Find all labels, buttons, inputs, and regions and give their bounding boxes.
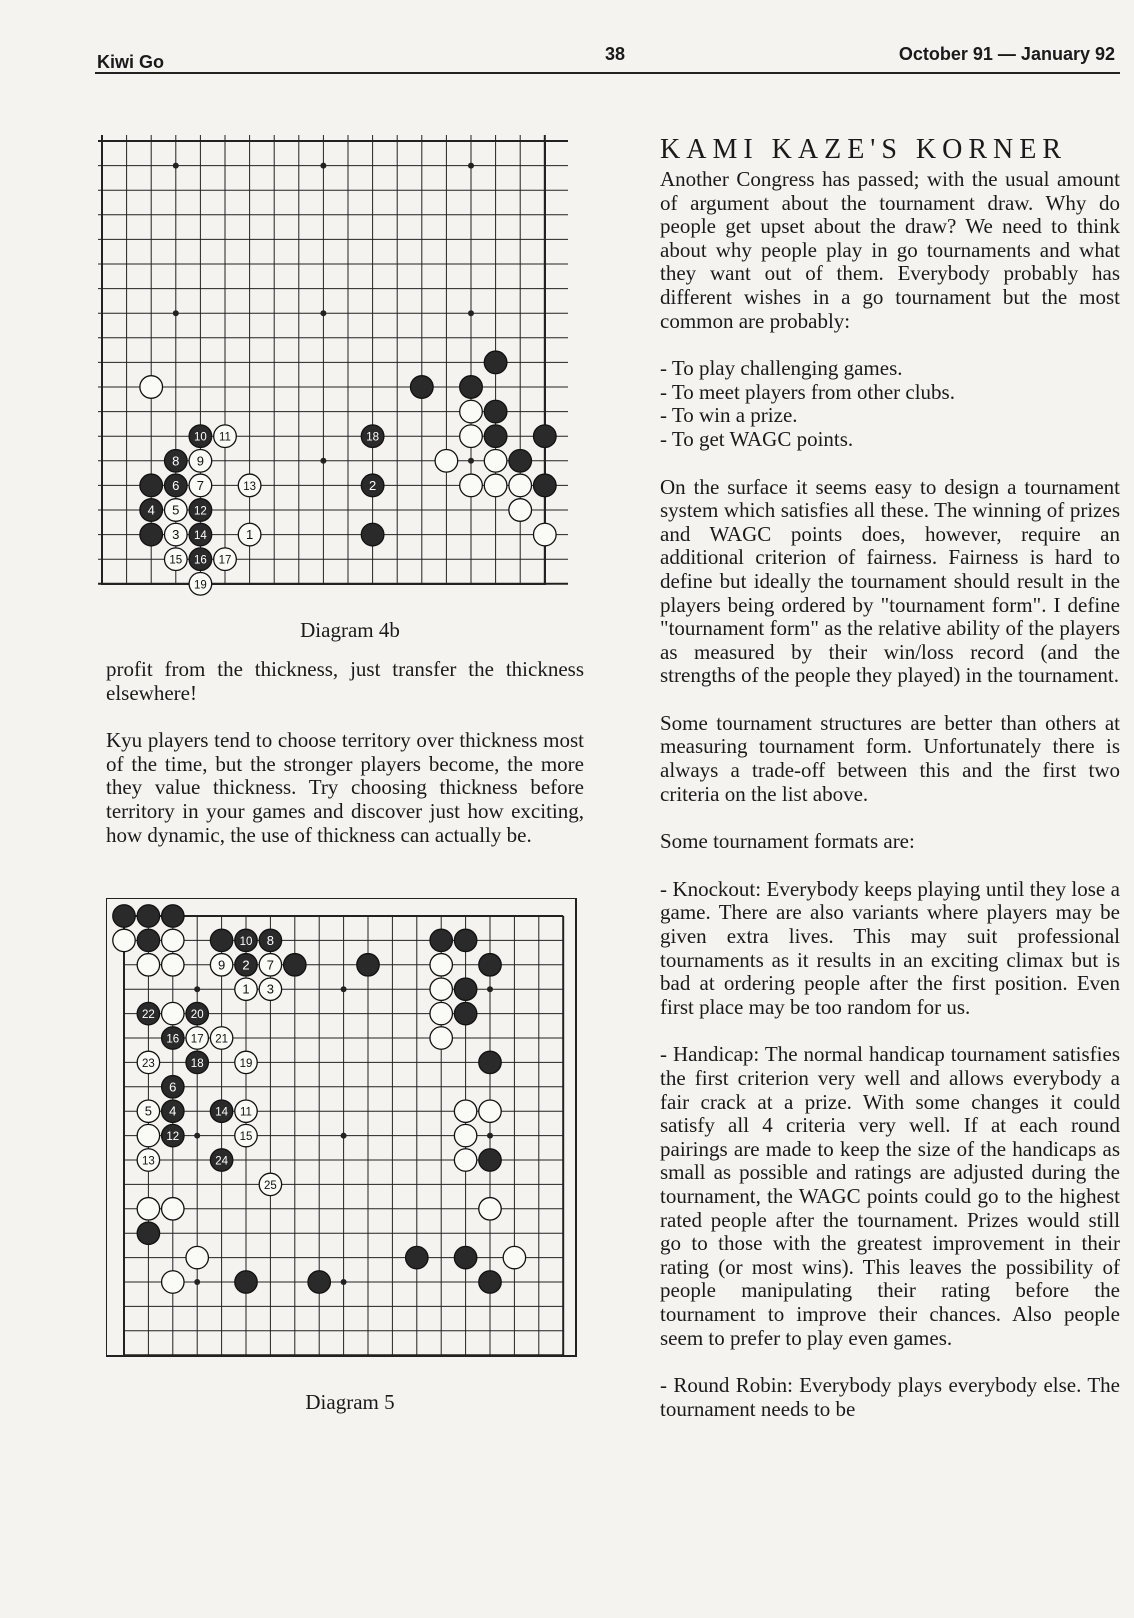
black-stone [533,425,556,448]
black-stone [189,425,212,448]
white-stone [186,1027,208,1049]
star-point [341,986,347,992]
white-stone [162,1002,184,1024]
black-stone [454,929,476,951]
white-stone [430,1027,452,1049]
black-stone [406,1246,428,1268]
black-stone [259,929,281,951]
black-stone [533,474,556,497]
move-number: 21 [215,1033,228,1046]
white-stone [235,1100,257,1122]
paragraph: Another Congress has passed; with the usual amount of argument about the tournament draw. Why do people get upset about the draw? We need to think about why people play in go tournaments and what they want out of them. Everybody probably has different wishes in a go tournament but the most common are probably: [660,167,1120,333]
white-stone [189,572,212,595]
move-number: 2 [242,957,250,973]
black-stone [460,376,483,399]
white-stone [235,1051,257,1073]
white-stone [164,548,187,571]
move-number: 12 [166,1131,180,1144]
white-stone [137,1100,159,1122]
black-stone [479,1149,501,1171]
black-stone [137,1002,159,1024]
black-stone [186,1051,208,1073]
move-number: 1 [242,981,250,997]
move-number: 5 [172,502,180,518]
black-stone [235,929,257,951]
left-column-text [106,658,584,847]
white-stone [137,1051,159,1073]
move-number: 18 [366,431,379,444]
white-stone [430,1002,452,1024]
move-number: 9 [196,453,205,469]
black-stone [235,954,257,976]
white-stone [137,954,159,976]
black-stone [357,954,379,976]
star-point [341,1279,347,1285]
black-stone [479,1271,501,1293]
white-stone [259,1173,281,1195]
move-number: 16 [194,554,207,567]
star-point [194,1279,200,1285]
black-stone [189,548,212,571]
diagram-5-caption: Diagram 5 [305,1390,395,1414]
black-stone [361,474,384,497]
move-number: 4 [169,1103,177,1119]
move-number: 5 [144,1103,153,1119]
black-stone [162,1100,184,1122]
black-stone [186,1002,208,1024]
white-stone [210,954,232,976]
white-stone [140,376,163,399]
white-stone [454,1149,476,1171]
black-stone [140,499,163,522]
paragraph: - Round Robin: Everybody plays everybody else. The tournament needs to be [660,1373,1120,1421]
move-number: 20 [190,1009,204,1022]
black-stone [164,474,187,497]
black-stone [430,929,452,951]
white-stone [137,1198,159,1220]
move-number: 22 [142,1009,155,1022]
magazine-title: Kiwi Go [97,52,164,72]
page-header [95,44,1120,74]
black-stone [454,1002,476,1024]
white-stone [137,1149,159,1171]
list-item: - To meet players from other clubs. [660,379,955,404]
diagram-5-board [106,898,594,1368]
black-stone [454,978,476,1000]
white-stone [479,1100,501,1122]
black-stone [210,1100,232,1122]
paragraph: Some tournament formats are: [660,829,915,854]
move-number: 2 [368,477,377,493]
white-stone [430,978,452,1000]
move-number: 9 [217,957,226,973]
black-stone [137,1222,159,1244]
move-number: 4 [147,502,155,518]
move-number: 25 [264,1179,277,1192]
star-point [173,163,179,169]
black-stone [410,376,433,399]
star-point [487,986,493,992]
black-stone [479,1051,501,1073]
move-number: 7 [266,957,275,973]
white-stone [460,474,483,497]
move-number: 3 [266,981,275,997]
black-stone [509,449,532,472]
star-point [341,1133,347,1139]
white-stone [259,954,281,976]
star-point [194,986,200,992]
black-stone [454,1246,476,1268]
black-stone [479,954,501,976]
star-point [194,1133,200,1139]
star-point [487,1133,493,1139]
paragraph: - Knockout: Everybody keeps playing until they lose a game. There are also variants where players may be given extra lives. This may suit professional tournaments as it results in an exciting climax but is bad at ordering people after the first position. Even first place may be too random for us. [660,876,1120,1019]
white-stone [435,449,458,472]
black-stone [162,1124,184,1146]
move-number: 19 [194,579,207,592]
black-stone [113,905,135,927]
black-stone [189,523,212,546]
star-point [320,458,326,464]
black-stone [284,954,306,976]
black-stone [361,523,384,546]
move-number: 11 [240,1106,252,1119]
black-stone [162,1076,184,1098]
black-stone [189,499,212,522]
move-number: 8 [266,932,275,948]
white-stone [509,474,532,497]
white-stone [484,474,507,497]
white-stone [479,1198,501,1220]
move-number: 10 [194,431,207,444]
paragraph: profit from the thickness, just transfer the thickness elsewhere! [106,657,584,705]
white-stone [484,449,507,472]
white-stone [210,1027,232,1049]
black-stone [140,474,163,497]
list-item: - To win a prize. [660,403,798,428]
black-stone [484,425,507,448]
star-point [173,310,179,316]
star-point [320,163,326,169]
white-stone [533,523,556,546]
diagram-4b-caption: Diagram 4b [300,618,400,642]
move-number: 19 [239,1057,253,1070]
white-stone [259,978,281,1000]
black-stone [235,1271,257,1293]
white-stone [162,954,184,976]
white-stone [164,499,187,522]
black-stone [210,929,232,951]
black-stone [484,400,507,423]
paragraph: - Handicap: The normal handicap tournament satisfies the first criterion very well and allows everybody a fair crack at a prize. With some changes it could satisfy all 4 criteria very well. If at each round pairings are made to keep the size of the handicaps as small as possible and ratings are adjusted during the tournament, the WAGC points could go to the highest rated people after the tournament. Prizes would still go to those with the greatest improvement in their rating (or most wins). This leaves the possibility of people manipulating their rating before the tournament to improve their chances. Also people seem to prefer to play even games. [660,1042,1120,1350]
move-number: 12 [194,505,207,518]
black-stone [162,905,184,927]
white-stone [460,425,483,448]
move-number: 16 [166,1033,180,1046]
black-stone [137,929,159,951]
star-point [468,163,474,169]
white-stone [162,1198,184,1220]
move-number: 6 [169,1079,177,1095]
white-stone [214,425,237,448]
paragraph: On the surface it seems easy to design a tournament system which satisfies all these. The winning of prizes and WAGC points does, however, require an additional criterion of fairness. Fairness is hard to define but ideally the tournament should result in the players being ordered by "tournament form". I define "tournament form" as the relative ability of the players as measured by their win/loss record (and the strengths of the people they played) in the tournament. [660,474,1120,688]
article-title: KAMI KAZE'S KORNER [660,133,1068,165]
article-body [660,168,1120,1421]
white-stone [189,449,212,472]
star-point [468,310,474,316]
white-stone [162,929,184,951]
move-number: 11 [219,431,231,444]
white-stone [186,1246,208,1268]
move-number: 1 [245,527,254,543]
move-number: 23 [142,1057,155,1070]
white-stone [503,1246,525,1268]
paragraph: Some tournament structures are better than others at measuring tournament form. Unfortunately there is always a trade-off between this and the first two criteria on the list above. [660,710,1120,806]
paragraph: Kyu players tend to choose territory over thickness most of the time, but the stronger players become, the more they value thickness. Try choosing thickness before territory in your games and discover just how exciting, how dynamic, the use of thickness can actually be. [106,728,584,847]
move-number: 14 [194,530,207,543]
move-number: 15 [169,554,183,567]
white-stone [137,1124,159,1146]
black-stone [140,523,163,546]
white-stone [113,929,135,951]
white-stone [162,1271,184,1293]
move-number: 7 [196,477,205,493]
white-stone [509,499,532,522]
black-stone [361,425,384,448]
black-stone [162,1027,184,1049]
black-stone [210,1149,232,1171]
move-number: 18 [190,1057,204,1070]
move-number: 13 [142,1155,155,1168]
move-number: 13 [243,480,256,493]
move-number: 8 [172,453,180,469]
black-stone [484,351,507,374]
white-stone [235,1124,257,1146]
star-point [320,310,326,316]
move-number: 6 [172,477,180,493]
white-stone [235,978,257,1000]
move-number: 15 [239,1131,253,1144]
white-stone [430,954,452,976]
move-number: 24 [215,1155,228,1168]
black-stone [164,449,187,472]
list-item: - To play challenging games. [660,356,903,381]
issue-date: October 91 — January 92 [898,44,1115,64]
white-stone [214,548,237,571]
white-stone [454,1100,476,1122]
white-stone [164,523,187,546]
criteria-list [660,357,1120,451]
black-stone [137,905,159,927]
move-number: 17 [218,554,232,567]
black-stone [308,1271,330,1293]
white-stone [238,523,261,546]
move-number: 10 [239,935,253,948]
star-point [468,458,474,464]
move-number: 3 [172,527,180,543]
move-number: 17 [190,1033,204,1046]
white-stone [460,400,483,423]
move-number: 14 [215,1106,228,1119]
diagram-4b-board [98,135,588,605]
white-stone [238,474,261,497]
page-number: 38 [605,44,626,64]
white-stone [189,474,212,497]
list-item: - To get WAGC points. [660,426,854,451]
white-stone [454,1124,476,1146]
